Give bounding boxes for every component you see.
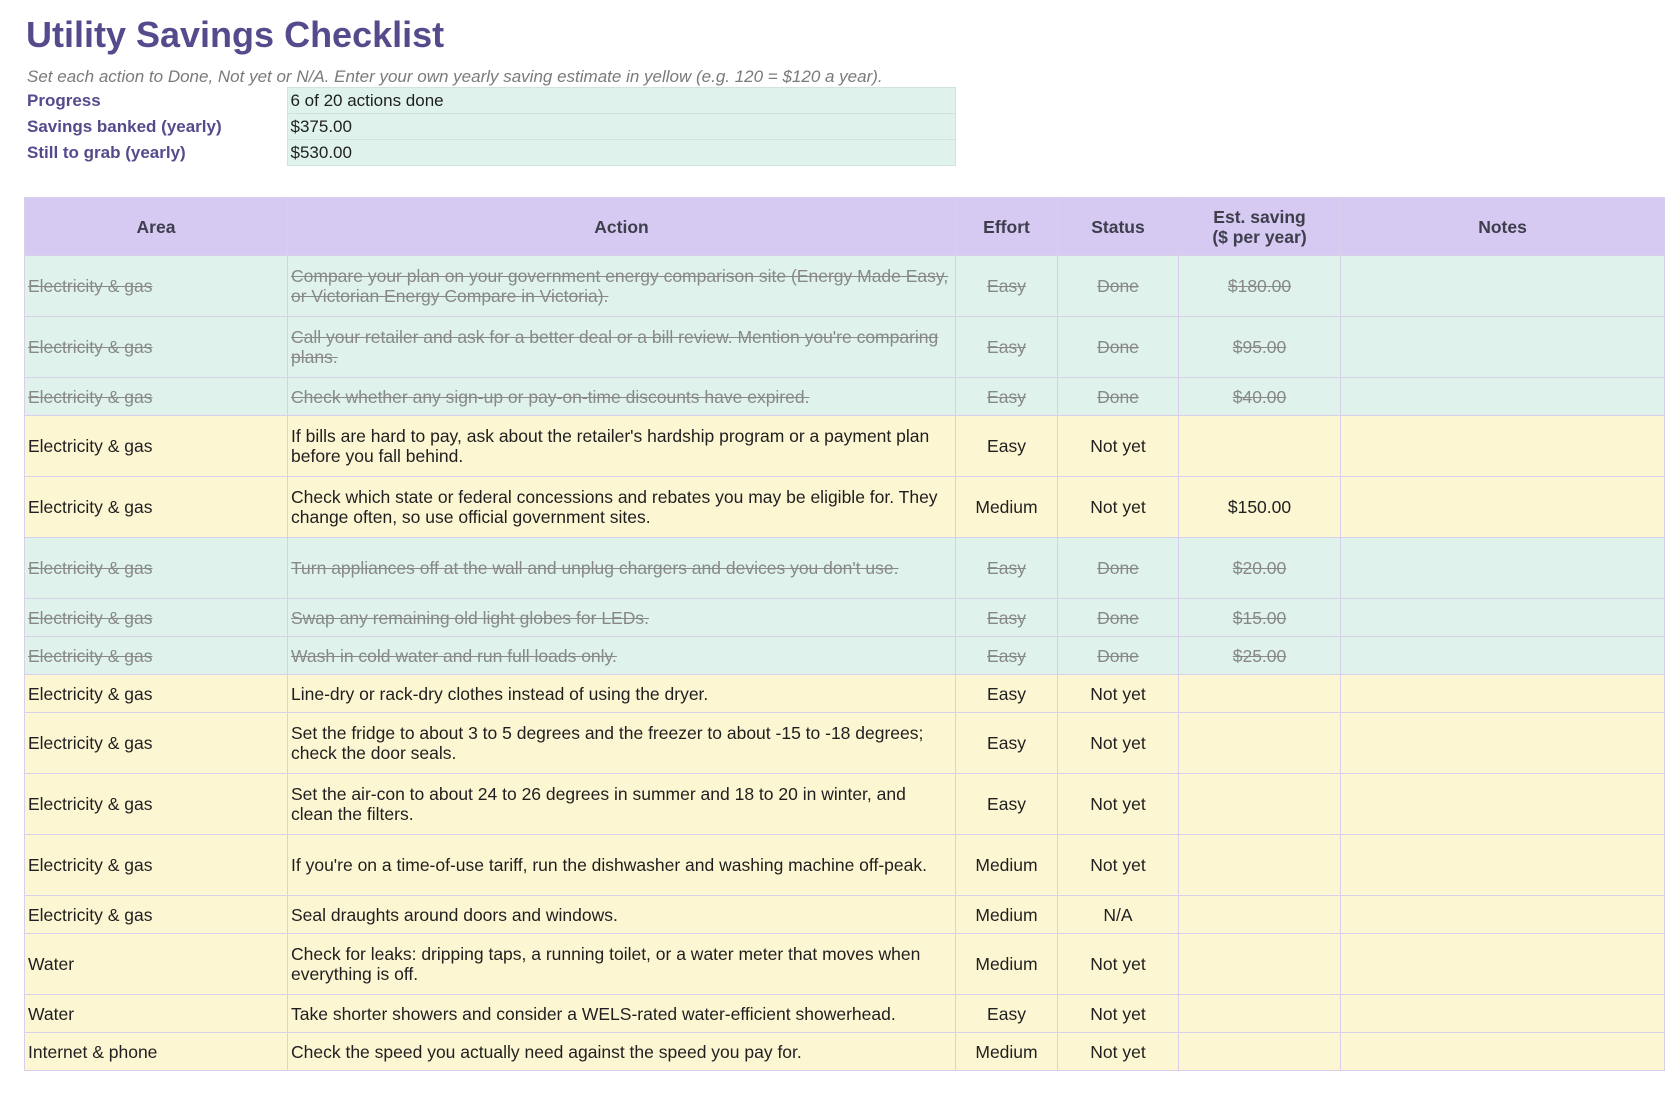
- area-cell[interactable]: Electricity & gas: [25, 599, 288, 637]
- status-cell[interactable]: Done: [1058, 538, 1179, 599]
- status-cell[interactable]: Done: [1058, 378, 1179, 416]
- action-cell[interactable]: Compare your plan on your government energy comparison site (Energy Made Easy, or Victorian Energy Compare in Victoria).: [288, 256, 956, 317]
- table-row: [25, 713, 1665, 774]
- effort-cell[interactable]: Easy: [956, 713, 1058, 774]
- action-cell[interactable]: Check for leaks: dripping taps, a running toilet, or a water meter that moves when everything is off.: [288, 934, 956, 995]
- table-row: [25, 995, 1665, 1033]
- action-cell[interactable]: Wash in cold water and run full loads only.: [288, 637, 956, 675]
- notes-cell[interactable]: [1341, 934, 1665, 995]
- area-cell[interactable]: Internet & phone: [25, 1033, 288, 1071]
- notes-cell[interactable]: [1341, 538, 1665, 599]
- action-cell[interactable]: Check which state or federal concessions and rebates you may be eligible for. They change often, so use official government sites.: [288, 477, 956, 538]
- summary-label: Progress: [27, 90, 101, 110]
- notes-cell[interactable]: [1341, 599, 1665, 637]
- column-header-action[interactable]: Action: [288, 198, 956, 256]
- action-cell[interactable]: Turn appliances off at the wall and unplug chargers and devices you don't use.: [288, 538, 956, 599]
- table-row: [25, 477, 1665, 538]
- area-cell[interactable]: Water: [25, 934, 288, 995]
- table-row: [25, 896, 1665, 934]
- summary-table: [24, 87, 956, 166]
- effort-cell[interactable]: Medium: [956, 477, 1058, 538]
- summary-row-progress: [24, 88, 955, 114]
- notes-cell[interactable]: [1341, 637, 1665, 675]
- status-cell[interactable]: Not yet: [1058, 713, 1179, 774]
- saving-cell[interactable]: [1179, 835, 1341, 896]
- column-header-notes[interactable]: Notes: [1341, 198, 1665, 256]
- table-row: [25, 675, 1665, 713]
- effort-cell[interactable]: Easy: [956, 256, 1058, 317]
- status-cell[interactable]: Not yet: [1058, 1033, 1179, 1071]
- effort-cell[interactable]: Medium: [956, 835, 1058, 896]
- notes-cell[interactable]: [1341, 256, 1665, 317]
- action-cell[interactable]: Call your retailer and ask for a better deal or a bill review. Mention you're comparing plans.: [288, 317, 956, 378]
- notes-cell[interactable]: [1341, 774, 1665, 835]
- notes-cell[interactable]: [1341, 713, 1665, 774]
- status-cell[interactable]: Not yet: [1058, 995, 1179, 1033]
- effort-cell[interactable]: Medium: [956, 1033, 1058, 1071]
- notes-cell[interactable]: [1341, 675, 1665, 713]
- area-cell[interactable]: Electricity & gas: [25, 835, 288, 896]
- status-cell[interactable]: Done: [1058, 256, 1179, 317]
- effort-cell[interactable]: Easy: [956, 538, 1058, 599]
- table-row: [25, 774, 1665, 835]
- area-cell[interactable]: Electricity & gas: [25, 378, 288, 416]
- table-row: [25, 317, 1665, 378]
- instructions-text: Set each action to Done, Not yet or N/A. Enter your own yearly saving estimate in yellow (e.g. 120 = $120 a year).: [27, 67, 883, 86]
- table-row: [25, 538, 1665, 599]
- status-cell[interactable]: N/A: [1058, 896, 1179, 934]
- saving-header-line2: ($ per year): [1212, 226, 1307, 247]
- notes-cell[interactable]: [1341, 416, 1665, 477]
- saving-header-line1: Est. saving: [1213, 206, 1306, 227]
- effort-cell[interactable]: Easy: [956, 995, 1058, 1033]
- saving-cell[interactable]: [1179, 774, 1341, 835]
- notes-cell[interactable]: [1341, 317, 1665, 378]
- checklist-table: [24, 197, 1665, 1071]
- saving-cell[interactable]: [1179, 675, 1341, 713]
- table-row: [25, 599, 1665, 637]
- action-cell[interactable]: Check whether any sign-up or pay-on-time discounts have expired.: [288, 378, 956, 416]
- saving-cell[interactable]: [1179, 934, 1341, 995]
- notes-cell[interactable]: [1341, 995, 1665, 1033]
- summary-row-banked: [24, 114, 955, 140]
- column-header-area[interactable]: Area: [25, 198, 288, 256]
- status-cell[interactable]: Not yet: [1058, 835, 1179, 896]
- effort-cell[interactable]: Easy: [956, 416, 1058, 477]
- action-cell[interactable]: Line-dry or rack-dry clothes instead of using the dryer.: [288, 675, 956, 713]
- table-row: [25, 416, 1665, 477]
- saving-cell[interactable]: [1179, 896, 1341, 934]
- saving-cell[interactable]: [1179, 1033, 1341, 1071]
- status-cell[interactable]: Done: [1058, 599, 1179, 637]
- effort-cell[interactable]: Easy: [956, 599, 1058, 637]
- summary-label: Savings banked (yearly): [27, 116, 222, 136]
- notes-cell[interactable]: [1341, 896, 1665, 934]
- effort-cell[interactable]: Easy: [956, 774, 1058, 835]
- area-cell[interactable]: Electricity & gas: [25, 713, 288, 774]
- status-cell[interactable]: Not yet: [1058, 675, 1179, 713]
- effort-cell[interactable]: Easy: [956, 675, 1058, 713]
- action-cell[interactable]: Check the speed you actually need against the speed you pay for.: [288, 1033, 956, 1071]
- summary-value[interactable]: $530.00: [287, 140, 955, 166]
- saving-cell[interactable]: [1179, 713, 1341, 774]
- table-row: [25, 934, 1665, 995]
- page-title: Utility Savings Checklist: [26, 14, 445, 55]
- action-cell[interactable]: Set the fridge to about 3 to 5 degrees and the freezer to about -15 to -18 degrees; check the door seals.: [288, 713, 956, 774]
- column-header-status[interactable]: Status: [1058, 198, 1179, 256]
- column-header-effort[interactable]: Effort: [956, 198, 1058, 256]
- notes-cell[interactable]: [1341, 477, 1665, 538]
- saving-cell[interactable]: $95.00: [1179, 317, 1341, 378]
- effort-cell[interactable]: Easy: [956, 637, 1058, 675]
- summary-row-to-grab: [24, 140, 955, 166]
- saving-cell[interactable]: $20.00: [1179, 538, 1341, 599]
- status-cell[interactable]: Done: [1058, 637, 1179, 675]
- saving-cell[interactable]: $25.00: [1179, 637, 1341, 675]
- area-cell[interactable]: Electricity & gas: [25, 416, 288, 477]
- action-cell[interactable]: Seal draughts around doors and windows.: [288, 896, 956, 934]
- status-cell[interactable]: Not yet: [1058, 774, 1179, 835]
- area-cell[interactable]: Electricity & gas: [25, 896, 288, 934]
- area-cell[interactable]: Water: [25, 995, 288, 1033]
- saving-cell[interactable]: $150.00: [1179, 477, 1341, 538]
- summary-value[interactable]: 6 of 20 actions done: [287, 88, 955, 114]
- action-cell[interactable]: Take shorter showers and consider a WELS-rated water-efficient showerhead.: [288, 995, 956, 1033]
- notes-cell[interactable]: [1341, 835, 1665, 896]
- status-cell[interactable]: Not yet: [1058, 477, 1179, 538]
- area-cell[interactable]: Electricity & gas: [25, 675, 288, 713]
- area-cell[interactable]: Electricity & gas: [25, 538, 288, 599]
- table-row: [25, 256, 1665, 317]
- action-cell[interactable]: If bills are hard to pay, ask about the retailer's hardship program or a payment plan before you fall behind.: [288, 416, 956, 477]
- notes-cell[interactable]: [1341, 1033, 1665, 1071]
- status-cell[interactable]: Not yet: [1058, 416, 1179, 477]
- effort-cell[interactable]: Easy: [956, 378, 1058, 416]
- saving-cell[interactable]: [1179, 416, 1341, 477]
- area-cell[interactable]: Electricity & gas: [25, 774, 288, 835]
- table-row: [25, 1033, 1665, 1071]
- action-cell[interactable]: Swap any remaining old light globes for LEDs.: [288, 599, 956, 637]
- area-cell[interactable]: Electricity & gas: [25, 256, 288, 317]
- saving-cell[interactable]: [1179, 995, 1341, 1033]
- saving-cell[interactable]: $180.00: [1179, 256, 1341, 317]
- status-cell[interactable]: Not yet: [1058, 934, 1179, 995]
- status-cell[interactable]: Done: [1058, 317, 1179, 378]
- action-cell[interactable]: Set the air-con to about 24 to 26 degrees in summer and 18 to 20 in winter, and clean the filters.: [288, 774, 956, 835]
- header-row: [25, 198, 1665, 256]
- saving-cell[interactable]: $40.00: [1179, 378, 1341, 416]
- summary-value[interactable]: $375.00: [287, 114, 955, 140]
- effort-cell[interactable]: Medium: [956, 934, 1058, 995]
- table-row: [25, 835, 1665, 896]
- saving-cell[interactable]: $15.00: [1179, 599, 1341, 637]
- area-cell[interactable]: Electricity & gas: [25, 317, 288, 378]
- column-header-saving[interactable]: [1179, 198, 1341, 256]
- area-cell[interactable]: Electricity & gas: [25, 637, 288, 675]
- action-cell[interactable]: If you're on a time-of-use tariff, run the dishwasher and washing machine off-peak.: [288, 835, 956, 896]
- notes-cell[interactable]: [1341, 378, 1665, 416]
- summary-label: Still to grab (yearly): [27, 142, 186, 162]
- table-row: [25, 378, 1665, 416]
- table-row: [25, 637, 1665, 675]
- effort-cell[interactable]: Easy: [956, 317, 1058, 378]
- effort-cell[interactable]: Medium: [956, 896, 1058, 934]
- area-cell[interactable]: Electricity & gas: [25, 477, 288, 538]
